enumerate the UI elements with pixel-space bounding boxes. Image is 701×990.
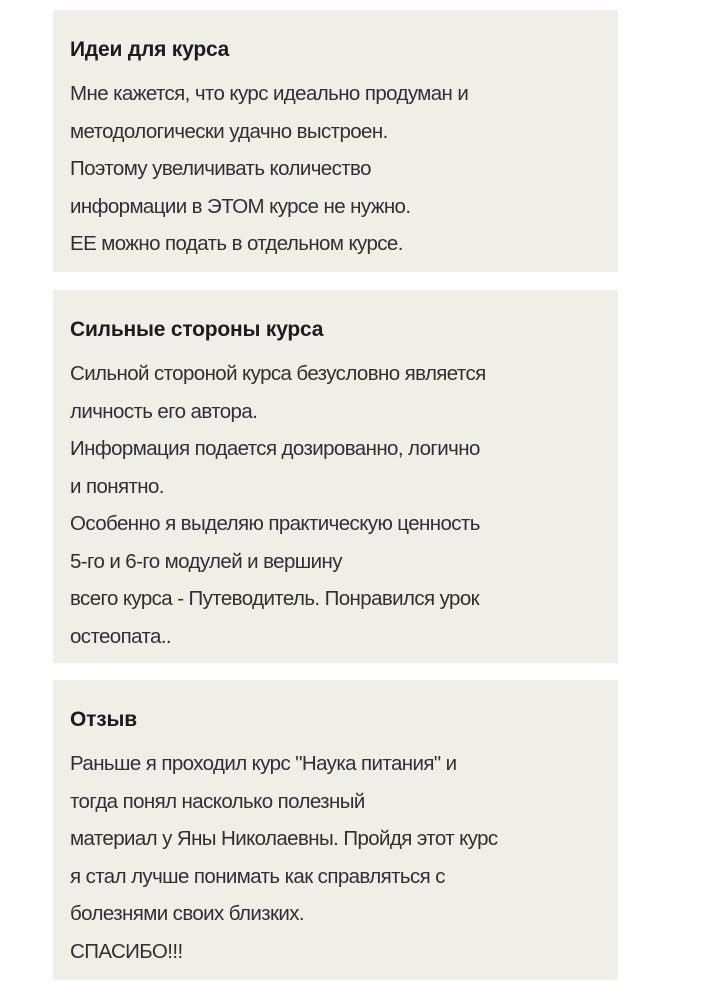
card-text-line: Информация подается дозированно, логично — [70, 437, 480, 460]
card-text-line: СПАСИБО!!! — [70, 939, 183, 963]
card-text-line: личность его автора. — [70, 399, 258, 423]
card-course-strengths — [53, 290, 618, 663]
card-text-line: всего курса - Путеводитель. Понравился урок — [70, 587, 480, 610]
card-title: Идеи для курса — [70, 38, 230, 61]
card-title: Отзыв — [70, 708, 137, 731]
card-text-line: методологически удачно выстроен. — [70, 119, 388, 143]
card-text-line: ЕЕ можно подать в отдельном курсе. — [70, 232, 403, 255]
card-text-line: 5-го и 6-го модулей и вершину — [70, 549, 342, 573]
card-title: Сильные стороны курса — [70, 318, 324, 341]
card-text-line: и понятно. — [70, 474, 164, 498]
card-text-line: Раньше я проходил курс "Наука питания" и — [70, 752, 457, 775]
card-text-line: Особенно я выделяю практическую ценность — [70, 512, 480, 535]
card-text-line: Поэтому увеличивать количество — [70, 157, 371, 180]
card-course-ideas — [53, 10, 618, 272]
card-text-line: Мне кажется, что курс идеально продуман и — [70, 82, 469, 105]
card-text-line: болезнями своих близких. — [70, 902, 304, 925]
card-text-line: тогда понял насколько полезный — [70, 789, 365, 813]
card-text-line: Сильной стороной курса безусловно является — [70, 362, 486, 385]
card-text-line: материал у Яны Николаевны. Пройдя этот курс — [70, 827, 498, 850]
card-text-line: я стал лучше понимать как справляться с — [70, 864, 445, 888]
card-text-line: информации в ЭТОМ курсе не нужно. — [70, 194, 411, 218]
card-text-line: остеопата.. — [70, 624, 172, 648]
card-review — [53, 680, 618, 980]
